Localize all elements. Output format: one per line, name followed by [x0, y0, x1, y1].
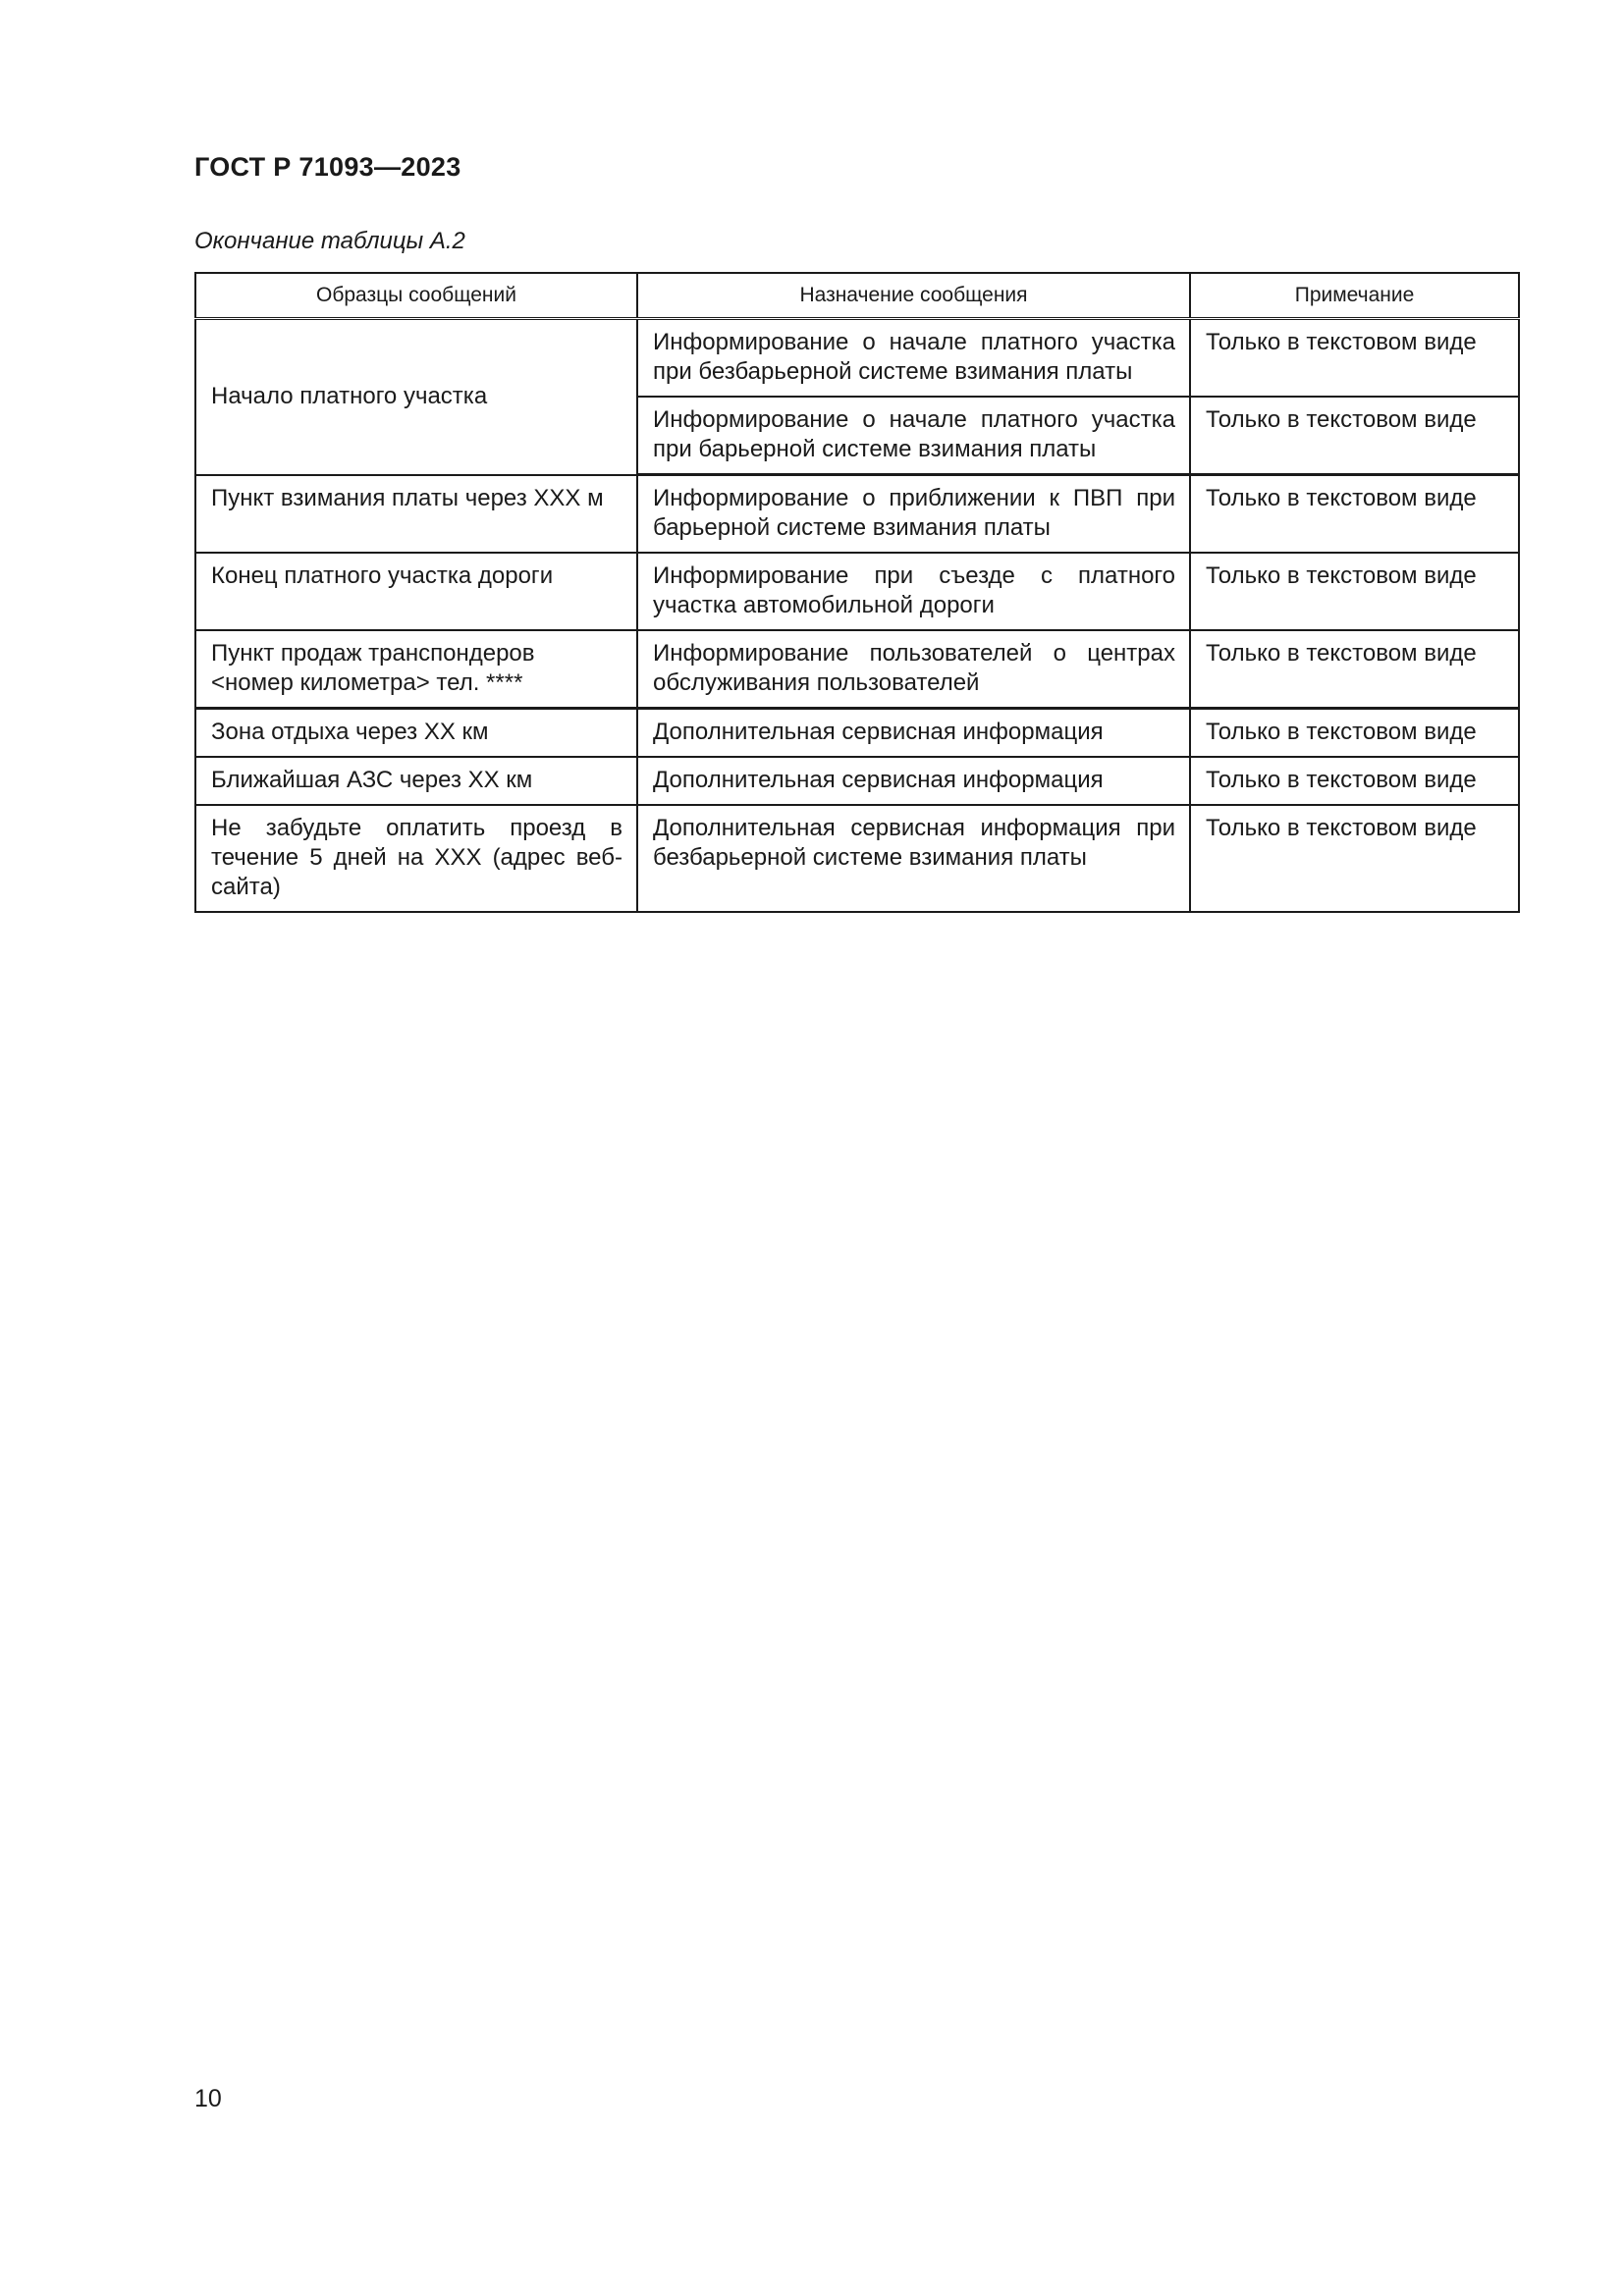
purpose-cell: Информирование при съезде с платного участка автомобильной дороги — [637, 553, 1190, 630]
table-row — [195, 553, 1519, 630]
purpose-cell: Информирование о приближении к ПВП при барьерной системе взимания платы — [637, 475, 1190, 554]
message-cell: Ближайшая АЗС через ХХ км — [195, 757, 637, 805]
table-row — [195, 475, 1519, 554]
column-header-messages: Образцы сообщений — [195, 273, 637, 319]
note-cell: Только в текстовом виде — [1190, 709, 1519, 758]
note-cell: Только в текстовом виде — [1190, 553, 1519, 630]
purpose-cell: Информирование о начале платного участка при безбарьерной системе взимания платы — [637, 319, 1190, 398]
message-cell: Пункт взимания платы через ХХХ м — [195, 475, 637, 554]
purpose-cell: Информирование о начале платного участка при барьерной системе взимания платы — [637, 397, 1190, 475]
table-row — [195, 757, 1519, 805]
message-cell: Начало платного участка — [195, 319, 637, 475]
table-header-row — [195, 273, 1519, 319]
table-caption: Окончание таблицы А.2 — [194, 228, 465, 254]
document-header: ГОСТ Р 71093—2023 — [194, 152, 461, 182]
note-cell: Только в текстовом виде — [1190, 805, 1519, 912]
table-row — [195, 709, 1519, 758]
note-cell: Только в текстовом виде — [1190, 397, 1519, 475]
note-cell: Только в текстовом виде — [1190, 319, 1519, 398]
message-cell: Зона отдыха через ХХ км — [195, 709, 637, 758]
note-cell: Только в текстовом виде — [1190, 630, 1519, 709]
page-number: 10 — [194, 2085, 222, 2112]
messages-table — [194, 272, 1520, 913]
table-row — [195, 805, 1519, 912]
note-cell: Только в текстовом виде — [1190, 757, 1519, 805]
message-cell: Пункт продаж транспондеров <номер километра> тел. **** — [195, 630, 637, 709]
purpose-cell: Дополнительная сервисная информация — [637, 757, 1190, 805]
purpose-cell: Дополнительная сервисная информация — [637, 709, 1190, 758]
note-cell: Только в текстовом виде — [1190, 475, 1519, 554]
message-cell: Конец платного участка дороги — [195, 553, 637, 630]
message-cell: Не забудьте оплатить проезд в течение 5 дней на ХХХ (адрес веб-сайта) — [195, 805, 637, 912]
purpose-cell: Дополнительная сервисная информация при безбарьерной системе взимания платы — [637, 805, 1190, 912]
table-row — [195, 319, 1519, 398]
table-row — [195, 630, 1519, 709]
purpose-cell: Информирование пользователей о центрах обслуживания пользователей — [637, 630, 1190, 709]
column-header-note: Примечание — [1190, 273, 1519, 319]
column-header-purpose: Назначение сообщения — [637, 273, 1190, 319]
